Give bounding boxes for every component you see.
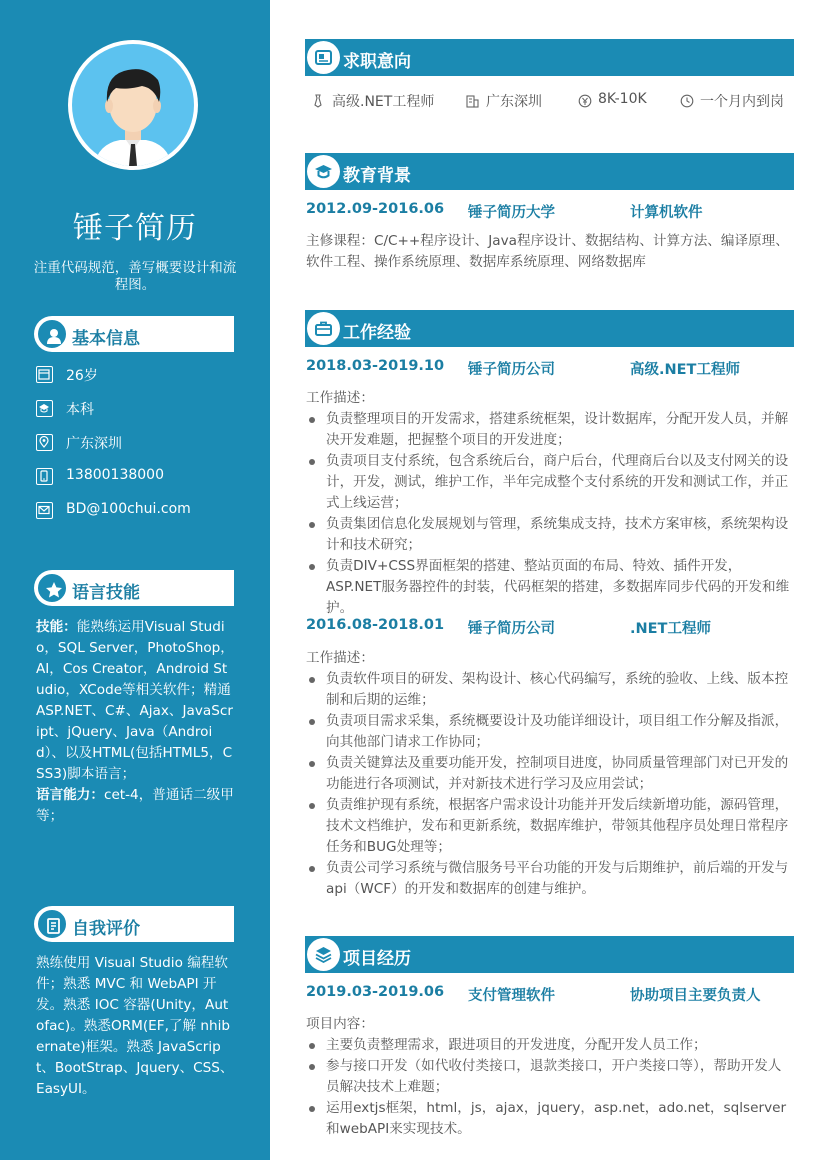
- resume-name: 锤子简历: [73, 211, 197, 246]
- project-role: 协助项目主要负责人: [630, 988, 761, 1004]
- job-period: 2018.03-2019.10: [306, 358, 445, 374]
- list-item: 负责软件项目的研发、架构设计、核心代码编写，系统的验收、上线、版本控制和后期的运维；: [306, 669, 794, 711]
- project-desc-label: 项目内容：: [306, 1016, 374, 1032]
- project-heading: [305, 936, 794, 973]
- job-duties-list: [306, 409, 794, 619]
- education-courses: 主修课程：C/C++程序设计、Java程序设计、数据结构、计算方法、编译原理、软件工程、操作系统原理、数据库系统原理、网络数据库: [306, 233, 789, 270]
- education-major: 计算机软件: [630, 205, 703, 221]
- job-intent-title: 求职意向: [343, 52, 411, 72]
- user-icon: [36, 318, 68, 350]
- basic-info-title: 基本信息: [72, 329, 140, 349]
- list-item: 参与接口开发（如代收付类接口，退款类接口，开户类接口等），帮助开发人员解决技术上难题；: [306, 1056, 794, 1098]
- list-item: 负责项目支付系统，包含系统后台，商户后台，代理商后台以及支付网关的设计，开发，测试，维护工作，半年完成整个支付系统的开发和测试工作，并正式上线运营；: [306, 451, 794, 514]
- job-desc-label: 工作描述：: [306, 650, 374, 666]
- motto: 注重代码规范，善写概要设计和流程图。: [33, 260, 237, 293]
- avatar-portrait-icon: [72, 44, 194, 166]
- job-period: 2016.08-2018.01: [306, 617, 445, 633]
- location-pin-icon: [36, 434, 53, 451]
- job-entry-2: [306, 617, 794, 637]
- age-value: 26岁: [66, 368, 98, 384]
- project-entry: [306, 984, 794, 1004]
- layers-icon: [307, 938, 340, 971]
- job-company: 锤子简历公司: [468, 621, 555, 637]
- email-icon: [36, 502, 53, 519]
- sidebar: [0, 0, 270, 1160]
- job-role: 高级.NET工程师: [630, 362, 740, 378]
- skill-label: 技能：: [36, 619, 77, 635]
- id-card-icon: [307, 41, 340, 74]
- list-item: 负责项目需求采集，系统概要设计及功能详细设计，项目组工作分解及指派，向其他部门请求工作协同；: [306, 711, 794, 753]
- education-value: 本科: [66, 402, 94, 418]
- project-name: 支付管理软件: [468, 988, 555, 1004]
- project-title: 项目经历: [343, 949, 411, 969]
- email-value: BD@100chui.com: [66, 501, 191, 517]
- list-item: 主要负责整理需求，跟进项目的开发进度，分配开发人员工作；: [306, 1035, 794, 1056]
- basic-info-heading: [34, 316, 234, 352]
- list-item: 负责整理项目的开发需求，搭建系统框架，设计数据库，分配开发人员，并解决开发难题，把握整个项目的开发进度；: [306, 409, 794, 451]
- clock-icon: [680, 94, 694, 112]
- skill-text: 能熟练运用Visual Studio，SQL Server，PhotoShop，AI，Cos Creator，Android Studio，XCode等相关软件；精通ASP.NET、C#、Ajax、JavaScript、jQuery、Java（Android）、以及HTML(包括HTML5，CSS3)脚本语言；: [36, 619, 234, 782]
- graduation-cap-icon: [307, 155, 340, 188]
- star-icon: [36, 572, 68, 604]
- work-heading: [305, 310, 794, 347]
- self-evaluation-text: 熟练使用 Visual Studio 编程软件；熟悉 MVC 和 WebAPI 开发。熟悉 IOC 容器(Unity，Autofac)。熟悉ORM(EF,了解 nhibernate)框架。熟悉 JavaScript、BootStrap、Jquery、CSS、EasyUI。: [36, 955, 234, 1097]
- language-ability-label: 语言能力：: [36, 787, 104, 803]
- job-intent-heading: [305, 39, 794, 76]
- language-title: 语言技能: [72, 583, 140, 603]
- job-desc-label: 工作描述：: [306, 390, 374, 406]
- education-title: 教育背景: [343, 166, 411, 186]
- education-school: 锤子简历大学: [468, 205, 555, 221]
- project-period: 2019.03-2019.06: [306, 984, 445, 1000]
- list-item: 运用extjs框架，html，js，ajax，jquery，asp.net，ado.net，sqlserver和webAPI来实现技术。: [306, 1098, 794, 1140]
- list-item: 负责集团信息化发展规划与管理，系统集成支持，技术方案审核，系统架构设计和技术研究；: [306, 514, 794, 556]
- calendar-icon: [36, 366, 53, 383]
- arrival-value: 一个月内到岗: [700, 94, 784, 110]
- project-items-list: [306, 1035, 794, 1140]
- list-item: 负责关键算法及重要功能开发，控制项目进度，协同质量管理部门对已开发的功能进行各项测试，并对新技术进行学习及应用尝试；: [306, 753, 794, 795]
- list-item: 负责公司学习系统与微信服务号平台功能的开发与后期维护，前后端的开发与api（WCF）的开发和数据库的创建与维护。: [306, 858, 794, 900]
- language-heading: [34, 570, 234, 606]
- education-period: 2012.09-2016.06: [306, 201, 445, 217]
- briefcase-icon: [307, 312, 340, 345]
- edit-document-icon: [36, 908, 68, 940]
- job-role: .NET工程师: [630, 621, 711, 637]
- city-value: 广东深圳: [486, 94, 542, 110]
- list-item: 负责DIV+CSS界面框架的搭建、整站页面的布局、特效、插件开发，ASP.NET服务器控件的封装，代码框架的搭建，多数据库同步代码的开发和维护。: [306, 556, 794, 619]
- education-heading: [305, 153, 794, 190]
- salary-value: 8K-10K: [598, 91, 647, 107]
- job-company: 锤子简历公司: [468, 362, 555, 378]
- graduation-cap-icon: [36, 400, 53, 417]
- location-value: 广东深圳: [66, 436, 122, 452]
- language-ability-text: cet-4，普通话二级甲等；: [36, 787, 234, 824]
- avatar: [68, 40, 198, 170]
- phone-value: 13800138000: [66, 467, 164, 483]
- job-entry-1: [306, 358, 794, 378]
- building-icon: [466, 94, 479, 112]
- tie-icon: [312, 94, 324, 112]
- language-text: [36, 617, 234, 827]
- yen-coin-icon: [578, 94, 592, 112]
- position-value: 高级.NET工程师: [332, 94, 435, 110]
- work-title: 工作经验: [343, 323, 411, 343]
- phone-icon: [36, 468, 53, 485]
- self-evaluation-heading: [34, 906, 234, 942]
- education-entry: [306, 201, 794, 221]
- list-item: 负责维护现有系统，根据客户需求设计功能并开发后续新增功能，源码管理，技术文档维护，发布和更新系统，数据库维护，带领其他程序员处理日常程序任务和BUG处理等；: [306, 795, 794, 858]
- self-evaluation-title: 自我评价: [72, 919, 140, 939]
- job-duties-list: [306, 669, 794, 900]
